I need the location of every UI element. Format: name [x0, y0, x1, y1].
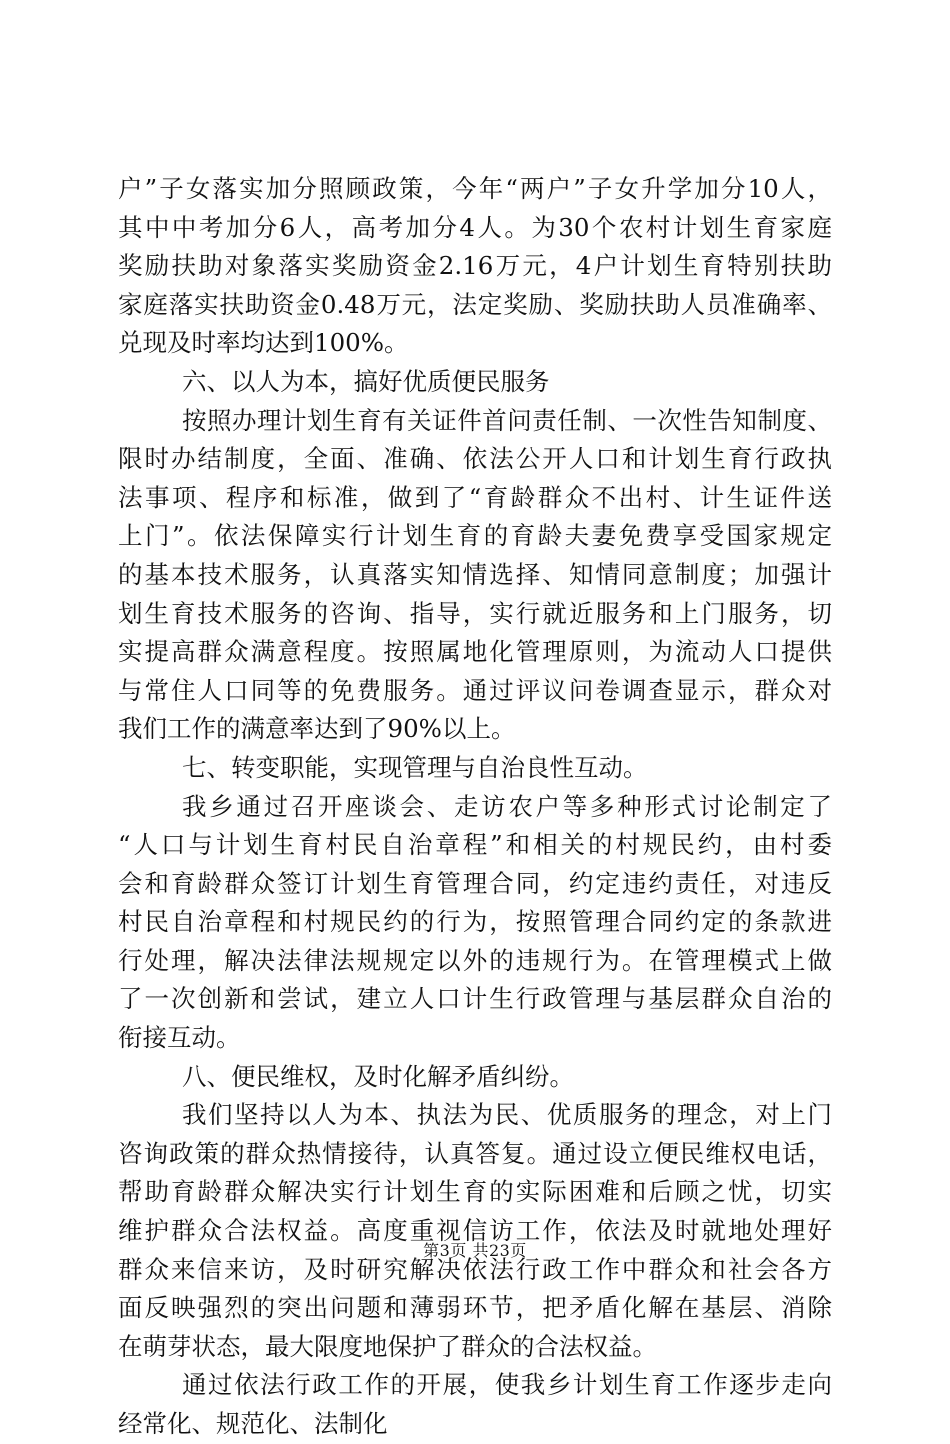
text-line: 我们坚持以人为本、执法为民、优质服务的理念，对上门 [182, 1100, 832, 1130]
text-line: 经常化、规范化、法制化 [118, 1409, 388, 1438]
text-line: 在萌芽状态，最大限度地保护了群众的合法权益。 [118, 1331, 657, 1361]
text-line: 八、便民维权，及时化解矛盾纠纷。 [182, 1061, 574, 1091]
text-line: 行处理，解决法律法规规定以外的违规行为。在管理模式上做 [118, 945, 832, 975]
text-line: 我乡通过召开座谈会、走访农户等多种形式讨论制定了 [182, 791, 832, 821]
text-line: 划生育技术服务的咨询、指导，实行就近服务和上门服务，切 [118, 598, 832, 628]
text-line: 户”子女落实加分照顾政策，今年“两户”子女升学加分10人， [118, 174, 832, 203]
text-line: 村民自治章程和村规民约的行为，按照管理合同约定的条款进 [118, 907, 832, 937]
text-line: 我们工作的满意率达到了90%以上。 [118, 714, 516, 744]
text-line: 家庭落实扶助资金0.48万元，法定奖励、奖励扶助人员准确率、 [118, 289, 832, 319]
text-line: 的基本技术服务，认真落实知情选择、知情同意制度；加强计 [118, 559, 832, 589]
text-line: 会和育龄群众签订计划生育管理合同，约定违约责任，对违反 [118, 868, 832, 898]
text-line: 上门”。依法保障实行计划生育的育龄夫妻免费享受国家规定 [118, 521, 832, 551]
text-line: 了一次创新和尝试，建立人口计生行政管理与基层群众自治的 [118, 984, 832, 1014]
text-line: 限时办结制度，全面、准确、依法公开人口和计划生育行政执 [118, 444, 832, 474]
text-line: 维护群众合法权益。高度重视信访工作，依法及时就地处理好 [118, 1216, 832, 1246]
text-line: 六、以人为本，搞好优质便民服务 [182, 366, 550, 396]
text-line: 法事项、程序和标准，做到了“育龄群众不出村、计生证件送 [118, 482, 832, 512]
text-line: 衔接互动。 [118, 1023, 241, 1053]
text-line: 实提高群众满意程度。按照属地化管理原则，为流动人口提供 [118, 637, 832, 667]
text-line: 按照办理计划生育有关证件首问责任制、一次性告知制度、 [182, 405, 832, 435]
text-line: 七、转变职能，实现管理与自治良性互动。 [182, 752, 648, 782]
text-line: 咨询政策的群众热情接待，认真答复。通过设立便民维权电话， [118, 1138, 832, 1168]
text-line: 通过依法行政工作的开展，使我乡计划生育工作逐步走向 [182, 1370, 832, 1400]
text-line: 其中中考加分6人，高考加分4人。为30个农村计划生育家庭 [118, 212, 832, 242]
text-line: 兑现及时率均达到100%。 [118, 328, 409, 358]
text-line: 面反映强烈的突出问题和薄弱环节，把矛盾化解在基层、消除 [118, 1293, 832, 1323]
text-line: 奖励扶助对象落实奖励资金2.16万元，4户计划生育特别扶助 [118, 251, 832, 281]
text-line: 与常住人口同等的免费服务。通过评议问卷调查显示，群众对 [118, 675, 832, 705]
text-line: 群众来信来访，及时研究解决依法行政工作中群众和社会各方 [118, 1254, 832, 1284]
text-line: “人口与计划生育村民自治章程”和相关的村规民约，由村委 [118, 830, 832, 860]
page-footer: 第3页 共23页 [423, 1241, 527, 1260]
text-line: 帮助育龄群众解决实行计划生育的实际困难和后顾之忧，切实 [118, 1177, 832, 1207]
